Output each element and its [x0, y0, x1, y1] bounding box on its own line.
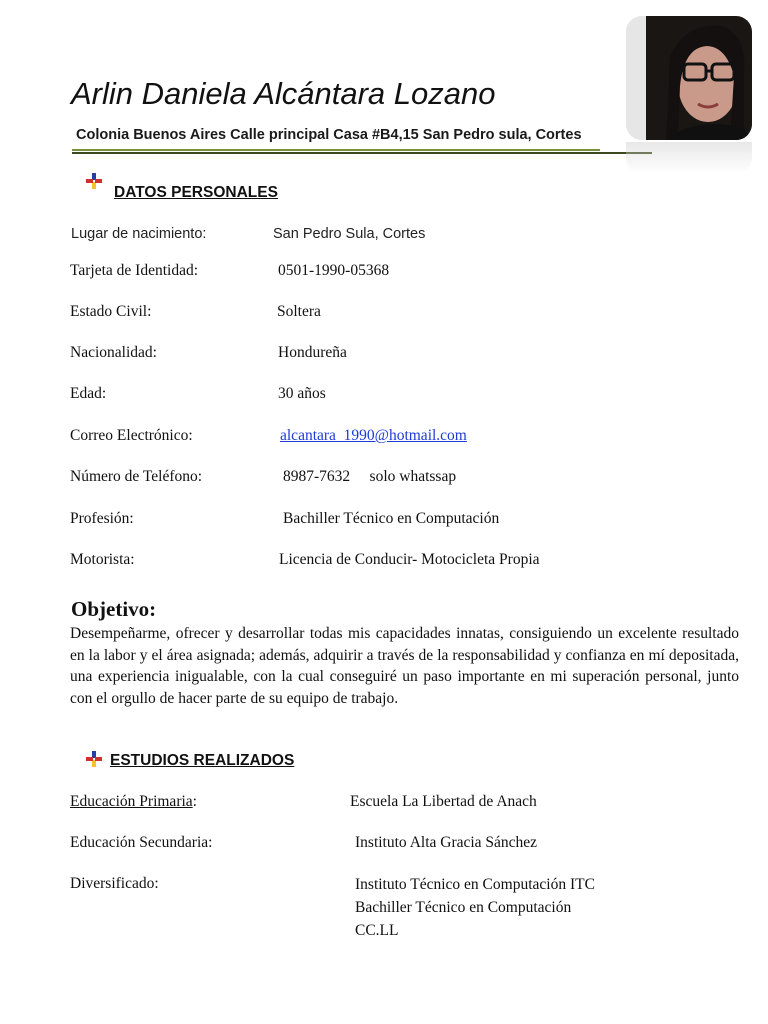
row-label-civil-status: Estado Civil:	[70, 303, 152, 320]
row-label-age: Edad:	[70, 385, 107, 402]
profile-photo-reflection	[626, 142, 752, 174]
row-label-diversified: Diversificado:	[70, 875, 159, 892]
section-title-education: ESTUDIOS REALIZADOS	[110, 752, 295, 769]
candidate-name: Arlin Daniela Alcántara Lozano	[71, 76, 496, 111]
four-color-cross-bullet-icon	[86, 173, 102, 189]
header-divider-green	[72, 149, 600, 151]
objective-title: Objetivo:	[71, 597, 157, 621]
row-value-profession: Bachiller Técnico en Computación	[283, 510, 500, 527]
row-label-profession: Profesión:	[70, 510, 134, 527]
row-value-birthplace: San Pedro Sula, Cortes	[273, 226, 426, 242]
email-link[interactable]: alcantara_1990@hotmail.com	[280, 427, 467, 444]
diversified-line-2: Bachiller Técnico en Computación	[355, 899, 572, 916]
row-label-primary	[70, 793, 197, 811]
section-title-personal: DATOS PERSONALES	[114, 184, 278, 201]
four-color-cross-bullet-icon	[86, 751, 102, 767]
row-value-id-card: 0501-1990-05368	[278, 262, 390, 279]
row-value-age: 30 años	[278, 385, 326, 402]
row-label-nationality: Nacionalidad:	[70, 344, 157, 361]
row-label-primary-colon: :	[192, 793, 197, 810]
candidate-address: Colonia Buenos Aires Calle principal Casa #B4,15 San Pedro sula, Cortes	[76, 127, 582, 143]
header-divider-dark	[72, 152, 652, 154]
row-label-primary-text: Educación Primaria	[70, 793, 193, 810]
profile-photo	[626, 16, 752, 140]
row-label-birthplace: Lugar de nacimiento:	[71, 226, 207, 242]
row-value-nationality: Hondureña	[278, 344, 347, 361]
diversified-line-3: CC.LL	[355, 922, 399, 939]
row-value-diversified	[355, 873, 595, 942]
row-value-phone: 8987-7632 solo whatssap	[283, 468, 457, 485]
diversified-line-1: Instituto Técnico en Computación ITC	[355, 876, 595, 893]
row-value-primary: Escuela La Libertad de Anach	[350, 793, 537, 810]
row-label-secondary: Educación Secundaria:	[70, 834, 213, 851]
objective-text: Desempeñarme, ofrecer y desarrollar todas mis capacidades innatas, consiguiendo un excelente resultado en la labor y el área asignada; además, adquirir a través de la responsabilidad y confianza en mí depositada, una experiencia inigualable, con la cual conseguiré un paso importante en mi superación personal, junto con el orgullo de hacer parte de su equipo de trabajo.	[70, 625, 739, 707]
row-value-civil-status: Soltera	[277, 303, 321, 320]
row-label-id-card: Tarjeta de Identidad:	[70, 262, 199, 279]
row-label-driver: Motorista:	[70, 551, 135, 568]
row-label-email: Correo Electrónico:	[70, 427, 193, 444]
row-value-secondary: Instituto Alta Gracia Sánchez	[355, 834, 538, 851]
row-label-phone: Número de Teléfono:	[70, 468, 203, 485]
row-value-driver: Licencia de Conducir- Motocicleta Propia	[279, 551, 540, 568]
